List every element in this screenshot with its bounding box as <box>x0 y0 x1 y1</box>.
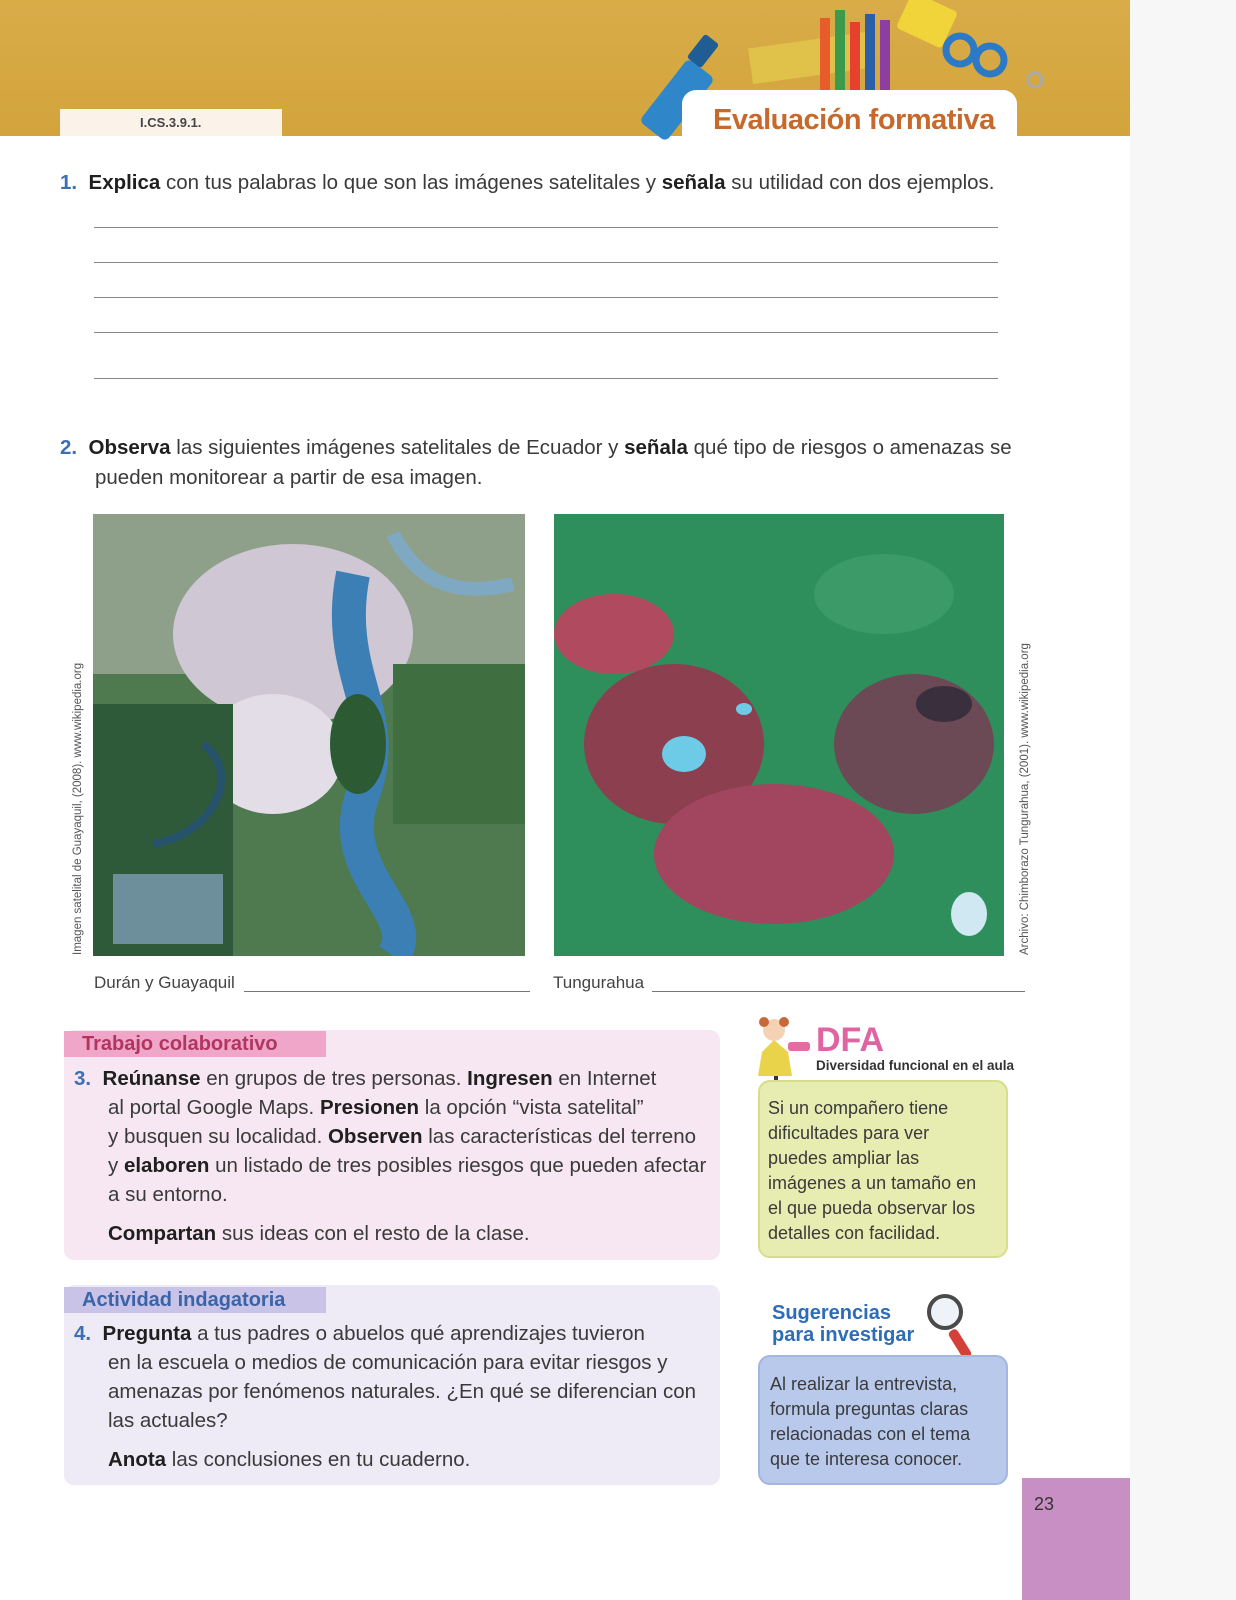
collaborative-work-tag: Trabajo colaborativo <box>64 1031 326 1057</box>
image-caption: Tungurahua <box>553 973 645 992</box>
dfa-line: puedes ampliar las <box>768 1148 920 1168</box>
image-credit: Imagen satelital de Guayaquil, (2008). www.wikipedia.org <box>72 662 84 955</box>
question-1 <box>60 168 1020 198</box>
dfa-subtitle: Diversidad funcional en el aula <box>816 1058 1015 1073</box>
question-number: 2. <box>60 436 78 459</box>
keyword: señala <box>624 436 688 459</box>
keyword: Anota <box>108 1448 167 1471</box>
keyword: señala <box>661 171 726 194</box>
keyword: Explica <box>88 171 161 194</box>
page-number: 23 <box>1022 1478 1130 1600</box>
keyword: Presionen <box>319 1096 420 1119</box>
keyword: Reúnanse <box>102 1067 201 1090</box>
image-caption: Durán y Guayaquil <box>94 973 235 992</box>
suggestions-line: formula preguntas claras <box>770 1399 969 1419</box>
question-text: la opción “vista satelital” <box>419 1096 644 1119</box>
dfa-line: dificultades para ver <box>768 1123 930 1143</box>
question-3 <box>74 1064 708 1248</box>
answer-line[interactable] <box>94 297 998 298</box>
satellite-image-guayaquil <box>93 514 525 956</box>
question-number: 4. <box>74 1322 92 1345</box>
question-number: 1. <box>60 171 78 194</box>
dfa-line: el que pueda observar los <box>768 1198 976 1218</box>
girl-illustration <box>748 1012 818 1086</box>
keyword: Observen <box>327 1125 423 1148</box>
question-text: su utilidad con dos ejemplos. <box>725 171 995 194</box>
question-text: sus ideas con el resto de la clase. <box>216 1222 530 1245</box>
dfa-line: detalles con facilidad. <box>768 1223 941 1243</box>
answer-line[interactable] <box>652 991 1025 992</box>
question-text: y busquen su localidad. <box>108 1125 328 1148</box>
magnifier-icon <box>925 1292 977 1362</box>
image-credit: Archivo: Chimborazo Tungurahua, (2001). www.wikipedia.org <box>1019 643 1031 955</box>
question-text: y <box>108 1154 124 1177</box>
question-4 <box>74 1319 708 1474</box>
dfa-title: DFA <box>816 1021 884 1059</box>
question-text: en Internet <box>552 1067 657 1090</box>
dfa-line: imágenes a un tamaño en <box>768 1173 977 1193</box>
answer-line[interactable] <box>94 378 998 379</box>
question-text: pueden monitorear a partir de esa imagen. <box>95 466 483 489</box>
question-text: un listado de tres posibles riesgos que pueden afectar <box>209 1154 707 1177</box>
suggestions-line: Al realizar la entrevista, <box>770 1374 958 1394</box>
page-title: Evaluación formativa <box>713 104 995 136</box>
curriculum-code: I.CS.3.9.1. <box>60 109 282 136</box>
question-text: qué tipo de riesgos o amenazas se <box>687 436 1012 459</box>
suggestions-line: relacionadas con el tema <box>770 1424 971 1444</box>
question-number: 3. <box>74 1067 92 1090</box>
answer-line[interactable] <box>94 332 998 333</box>
question-text: las siguientes imágenes satelitales de Ecuador y <box>170 436 625 459</box>
question-text: las características del terreno <box>422 1125 696 1148</box>
suggestions-title <box>772 1302 914 1346</box>
answer-line[interactable] <box>94 262 998 263</box>
inquiry-activity-tag: Actividad indagatoria <box>64 1287 326 1313</box>
keyword: elaboren <box>123 1154 210 1177</box>
suggestions-text <box>770 1372 1006 1472</box>
keyword: Compartan <box>108 1222 217 1245</box>
suggestions-title-line: Sugerencias <box>772 1302 891 1324</box>
answer-line[interactable] <box>94 227 998 228</box>
page-margin <box>1130 0 1236 1600</box>
keyword: Ingresen <box>467 1067 553 1090</box>
question-text: en grupos de tres personas. <box>200 1067 468 1090</box>
question-text: con tus palabras lo que son las imágenes satelitales y <box>160 171 662 194</box>
suggestions-line: que te interesa conocer. <box>770 1449 963 1469</box>
question-2 <box>60 433 1020 493</box>
question-text: las actuales? <box>108 1409 228 1432</box>
question-text: amenazas por fenómenos naturales. ¿En qué se diferencian con <box>108 1380 697 1403</box>
question-text: al portal Google Maps. <box>108 1096 320 1119</box>
keyword: Pregunta <box>102 1322 192 1345</box>
dfa-line: Si un compañero tiene <box>768 1098 949 1118</box>
dfa-text <box>768 1096 1004 1246</box>
satellite-image-tungurahua <box>554 514 1004 956</box>
question-text: en la escuela o medios de comunicación para evitar riesgos y <box>108 1351 668 1374</box>
keyword: Observa <box>88 436 171 459</box>
question-text: las conclusiones en tu cuaderno. <box>166 1448 471 1471</box>
suggestions-title-line: para investigar <box>772 1324 915 1346</box>
answer-line[interactable] <box>244 991 530 992</box>
question-text: a tus padres o abuelos qué aprendizajes tuvieron <box>191 1322 645 1345</box>
question-text: a su entorno. <box>108 1183 228 1206</box>
